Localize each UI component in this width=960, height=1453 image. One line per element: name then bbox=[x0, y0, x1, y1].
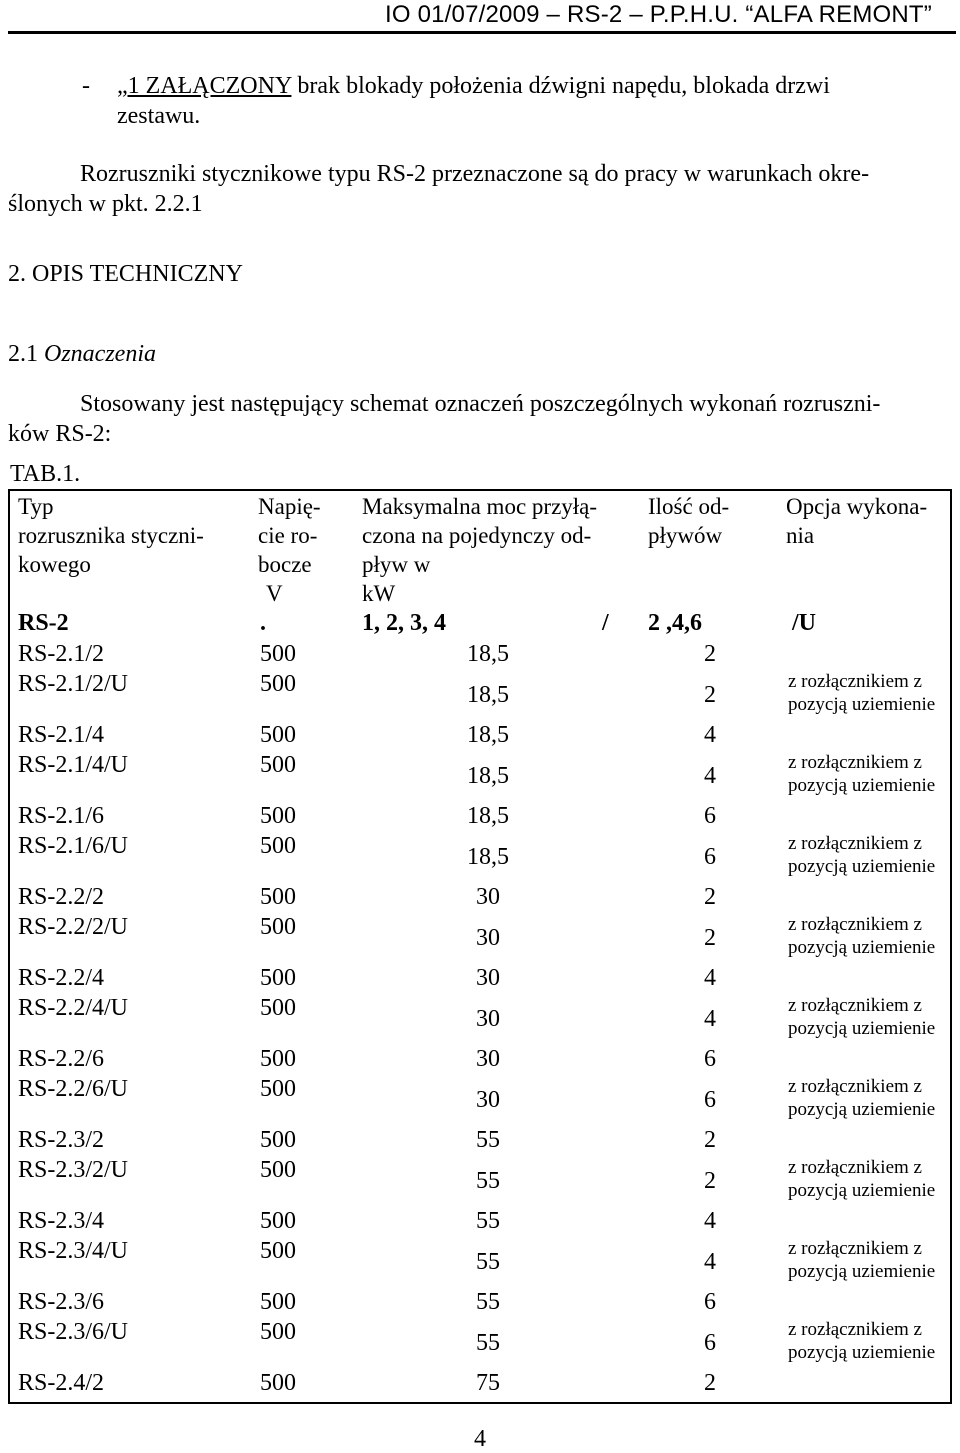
row-option-line-1: z rozłącznikiem z bbox=[788, 1237, 922, 1259]
row-voltage: 500 bbox=[260, 913, 296, 940]
row-type: RS-2.1/4 bbox=[18, 722, 105, 748]
row-power: 18,5 bbox=[467, 762, 509, 789]
row-voltage: 500 bbox=[260, 994, 296, 1021]
row-outlets: 2 bbox=[704, 1167, 716, 1194]
row-option-line-1: z rozłącznikiem z bbox=[788, 670, 922, 692]
row-power: 55 bbox=[476, 1167, 500, 1194]
row-type: RS-2.3/6 bbox=[18, 1289, 105, 1315]
row-voltage: 500 bbox=[260, 965, 296, 991]
row-outlets: 6 bbox=[704, 1329, 716, 1356]
page-header bbox=[0, 0, 960, 34]
row-option-line-2: pozycją uziemienie bbox=[788, 855, 936, 877]
row-voltage: 500 bbox=[260, 803, 296, 829]
row-type: RS-2.3/6/U bbox=[18, 1318, 129, 1345]
scheme-outlets: 2 ,4,6 bbox=[648, 610, 702, 636]
row-type: RS-2.2/6 bbox=[18, 1046, 105, 1072]
row-power: 30 bbox=[476, 1046, 500, 1072]
row-option-line-1: z rozłącznikiem z bbox=[788, 994, 922, 1016]
header-voltage: Napię- cie ro- bocze V bbox=[258, 494, 321, 606]
row-type: RS-2.1/4/U bbox=[18, 751, 129, 778]
paragraph-1-line-1: Rozruszniki stycznikowe typu RS-2 przeznaczone są do pracy w warunkach okre- bbox=[80, 161, 870, 187]
subsection-number: 2.1 bbox=[8, 341, 38, 367]
row-power: 30 bbox=[476, 1086, 500, 1113]
row-type: RS-2.3/2 bbox=[18, 1127, 105, 1153]
row-option-line-1: z rozłącznikiem z bbox=[788, 1156, 922, 1178]
row-power: 18,5 bbox=[467, 641, 509, 667]
row-outlets: 4 bbox=[704, 1005, 716, 1032]
row-outlets: 4 bbox=[704, 1208, 716, 1234]
row-voltage: 500 bbox=[260, 1208, 296, 1234]
row-type: RS-2.4/2 bbox=[18, 1370, 105, 1396]
row-option-line-2: pozycją uziemienie bbox=[788, 1179, 936, 1201]
row-outlets: 2 bbox=[704, 884, 716, 910]
row-voltage: 500 bbox=[260, 1046, 296, 1072]
table-top-border bbox=[8, 489, 952, 491]
header-option: Opcja wykona- nia bbox=[786, 494, 928, 548]
row-voltage: 500 bbox=[260, 1370, 296, 1396]
row-power: 55 bbox=[476, 1127, 500, 1153]
row-outlets: 2 bbox=[704, 641, 716, 667]
row-outlets: 4 bbox=[704, 1248, 716, 1275]
row-type: RS-2.2/2/U bbox=[18, 913, 129, 940]
row-outlets: 6 bbox=[704, 1046, 716, 1072]
header-outlets: Ilość od- pływów bbox=[648, 494, 730, 548]
header-power: Maksymalna moc przyłą- czona na pojedynczy od- pływ w kW bbox=[362, 494, 598, 606]
row-option-line-2: pozycją uziemienie bbox=[788, 1017, 936, 1039]
paragraph-2-line-1: Stosowany jest następujący schemat oznaczeń poszczególnych wykonań rozruszni- bbox=[80, 391, 881, 417]
row-type: RS-2.3/4 bbox=[18, 1208, 105, 1234]
table-right-border bbox=[950, 489, 952, 1404]
row-option-line-1: z rozłącznikiem z bbox=[788, 1075, 922, 1097]
table-bottom-border bbox=[8, 1402, 952, 1404]
row-power: 30 bbox=[476, 884, 500, 910]
row-type: RS-2.3/2/U bbox=[18, 1156, 129, 1183]
row-power: 18,5 bbox=[467, 843, 509, 870]
section-heading: 2. OPIS TECHNICZNY bbox=[8, 261, 243, 287]
subsection-title: Oznaczenia bbox=[44, 341, 156, 367]
row-option-line-2: pozycją uziemienie bbox=[788, 1260, 936, 1282]
row-voltage: 500 bbox=[260, 1237, 296, 1264]
row-outlets: 4 bbox=[704, 722, 716, 748]
row-voltage: 500 bbox=[260, 751, 296, 778]
row-outlets: 2 bbox=[704, 1370, 716, 1396]
row-voltage: 500 bbox=[260, 832, 296, 859]
row-outlets: 6 bbox=[704, 803, 716, 829]
row-type: RS-2.2/2 bbox=[18, 884, 105, 910]
row-option-line-2: pozycją uziemienie bbox=[788, 693, 936, 715]
row-voltage: 500 bbox=[260, 884, 296, 910]
subsection-heading bbox=[8, 339, 156, 369]
scheme-type: RS-2 bbox=[18, 610, 69, 636]
row-power: 18,5 bbox=[467, 722, 509, 748]
row-voltage: 500 bbox=[260, 1127, 296, 1153]
bullet-rest: brak blokady położenia dźwigni napędu, blokada drzwi bbox=[291, 73, 830, 99]
row-outlets: 6 bbox=[704, 1289, 716, 1315]
row-voltage: 500 bbox=[260, 1156, 296, 1183]
row-type: RS-2.1/6 bbox=[18, 803, 105, 829]
scheme-slash: / bbox=[602, 610, 609, 636]
row-outlets: 2 bbox=[704, 681, 716, 708]
row-option-line-1: z rozłącznikiem z bbox=[788, 751, 922, 773]
table-left-border bbox=[8, 489, 10, 1404]
row-option-line-1: z rozłącznikiem z bbox=[788, 1318, 922, 1340]
row-option-line-2: pozycją uziemienie bbox=[788, 774, 936, 796]
row-voltage: 500 bbox=[260, 1289, 296, 1315]
row-voltage: 500 bbox=[260, 670, 296, 697]
paragraph-1-line-2: ślonych w pkt. 2.2.1 bbox=[8, 191, 203, 217]
bullet-line bbox=[117, 71, 830, 101]
row-type: RS-2.2/4 bbox=[18, 965, 105, 991]
header-type: Typ rozrusznika styczni- kowego bbox=[18, 494, 204, 577]
header-rule bbox=[8, 31, 956, 34]
row-voltage: 500 bbox=[260, 641, 296, 667]
page-number: 4 bbox=[474, 1426, 486, 1452]
row-type: RS-2.2/4/U bbox=[18, 994, 129, 1021]
row-outlets: 2 bbox=[704, 924, 716, 951]
row-power: 55 bbox=[476, 1329, 500, 1356]
row-type: RS-2.3/4/U bbox=[18, 1237, 129, 1264]
row-option-line-2: pozycją uziemienie bbox=[788, 1098, 936, 1120]
row-outlets: 4 bbox=[704, 762, 716, 789]
row-power: 18,5 bbox=[467, 681, 509, 708]
row-power: 18,5 bbox=[467, 803, 509, 829]
row-power: 30 bbox=[476, 1005, 500, 1032]
bullet-quote: „1 ZAŁĄCZONY bbox=[117, 73, 292, 99]
designation-table bbox=[8, 489, 952, 1404]
row-voltage: 500 bbox=[260, 1318, 296, 1345]
row-option-line-1: z rozłącznikiem z bbox=[788, 913, 922, 935]
row-power: 55 bbox=[476, 1248, 500, 1275]
row-option-line-2: pozycją uziemienie bbox=[788, 936, 936, 958]
scheme-option: /U bbox=[792, 610, 816, 636]
row-voltage: 500 bbox=[260, 1075, 296, 1102]
row-voltage: 500 bbox=[260, 722, 296, 748]
header-title: IO 01/07/2009 – RS-2 – P.P.H.U. “ALFA REMONT” bbox=[384, 1, 932, 28]
bullet-dash: - bbox=[82, 73, 90, 99]
bullet-continuation: zestawu. bbox=[117, 103, 201, 129]
row-type: RS-2.1/2/U bbox=[18, 670, 129, 697]
row-power: 30 bbox=[476, 965, 500, 991]
row-power: 30 bbox=[476, 924, 500, 951]
row-outlets: 2 bbox=[704, 1127, 716, 1153]
row-option-line-2: pozycją uziemienie bbox=[788, 1341, 936, 1363]
scheme-power: 1, 2, 3, 4 bbox=[362, 610, 446, 636]
row-option-line-1: z rozłącznikiem z bbox=[788, 832, 922, 854]
row-type: RS-2.1/6/U bbox=[18, 832, 129, 859]
row-type: RS-2.2/6/U bbox=[18, 1075, 129, 1102]
table-label: TAB.1. bbox=[10, 461, 81, 487]
row-power: 55 bbox=[476, 1208, 500, 1234]
scheme-voltage: . bbox=[260, 610, 266, 636]
row-outlets: 4 bbox=[704, 965, 716, 991]
row-outlets: 6 bbox=[704, 843, 716, 870]
paragraph-2-line-2: ków RS-2: bbox=[8, 421, 112, 447]
row-type: RS-2.1/2 bbox=[18, 641, 105, 667]
row-power: 55 bbox=[476, 1289, 500, 1315]
row-outlets: 6 bbox=[704, 1086, 716, 1113]
row-power: 75 bbox=[476, 1370, 500, 1396]
